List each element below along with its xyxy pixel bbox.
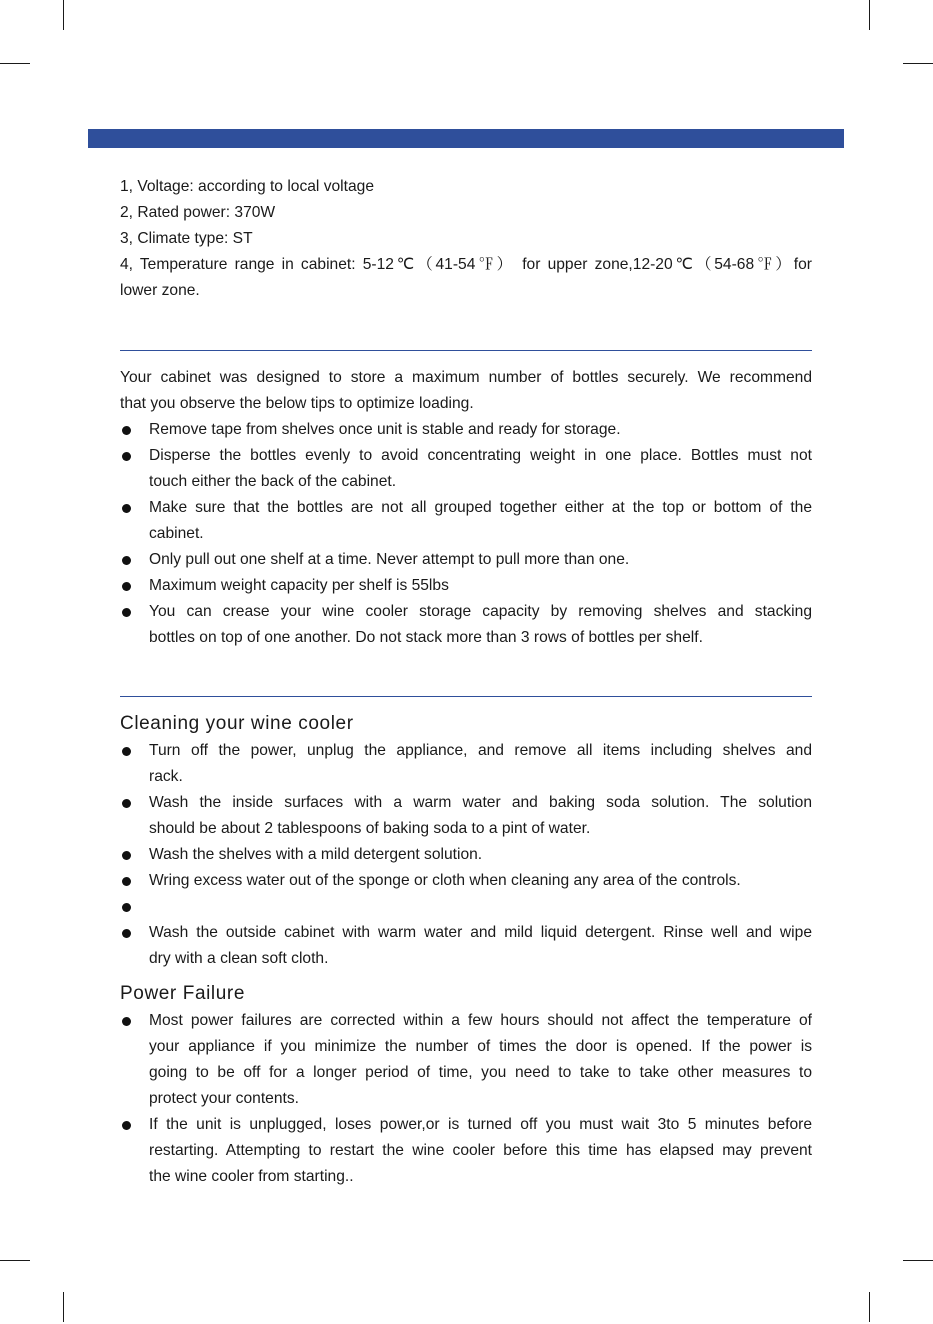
crop-mark-bottom-right-horizontal [903, 1260, 933, 1261]
crop-mark-top-left-horizontal [0, 63, 30, 64]
list-item-text: should be about 2 tablespoons of baking soda to a pint of water. [149, 820, 591, 837]
list-item-text: restarting. Attempting to restart the wine cooler before this time has elapsed may prevent [149, 1142, 812, 1159]
list-item-text: protect your contents. [149, 1090, 299, 1107]
list-item [120, 417, 812, 443]
list-item-text: bottles on top of one another. Do not stack more than 3 rows of bottles per shelf. [149, 629, 703, 646]
list-item [120, 738, 812, 790]
spec-temperature-range-cont: lower zone. [120, 282, 200, 299]
crop-mark-top-left-vertical [63, 0, 64, 30]
bullet-dot-icon [122, 452, 131, 461]
bullet-dot-icon [122, 903, 131, 912]
cleaning-section [120, 710, 812, 972]
list-item [120, 599, 812, 651]
bullet-dot-icon [122, 799, 131, 808]
loading-intro-line: Your cabinet was designed to store a maximum number of bottles securely. We recommend [120, 369, 812, 386]
list-item-text: Remove tape from shelves once unit is stable and ready for storage. [149, 421, 621, 438]
crop-mark-bottom-right-vertical [869, 1292, 870, 1322]
list-item [120, 842, 812, 868]
list-item-text: the wine cooler from starting.. [149, 1168, 354, 1185]
list-item-text: Maximum weight capacity per shelf is 55lbs [149, 577, 449, 594]
bullet-dot-icon [122, 747, 131, 756]
list-item [120, 790, 812, 842]
list-item-text: Only pull out one shelf at a time. Never attempt to pull more than one. [149, 551, 630, 568]
list-item-text: Most power failures are corrected within a few hours should not affect the temperature of [149, 1012, 812, 1029]
bullet-dot-icon [122, 582, 131, 591]
list-item-text: going to be off for a longer period of time, you need to take to take other measures to [149, 1064, 812, 1081]
list-item [120, 495, 812, 547]
cleaning-heading: Cleaning your wine cooler [120, 713, 354, 734]
list-item-text: dry with a clean soft cloth. [149, 950, 329, 967]
spec-climate-type: 3, Climate type: ST [120, 230, 253, 247]
bullet-dot-icon [122, 851, 131, 860]
list-item [120, 1008, 812, 1112]
list-item-text [149, 894, 812, 920]
loading-section [120, 365, 812, 651]
bullet-dot-icon [122, 608, 131, 617]
specifications-block [120, 174, 812, 304]
bullet-dot-icon [122, 426, 131, 435]
list-item-text: touch either the back of the cabinet. [149, 473, 397, 490]
bullet-dot-icon [122, 877, 131, 886]
loading-intro [120, 365, 812, 417]
list-item-empty [120, 894, 812, 920]
cleaning-list [120, 738, 812, 972]
crop-mark-top-right-horizontal [903, 63, 933, 64]
power-failure-heading: Power Failure [120, 983, 246, 1004]
divider-rule-2 [120, 696, 812, 697]
loading-tips-list [120, 417, 812, 651]
list-item-text: cabinet. [149, 525, 204, 542]
crop-mark-bottom-left-vertical [63, 1292, 64, 1322]
section-header-bar [88, 129, 844, 148]
list-item-text: Wash the inside surfaces with a warm water and baking soda solution. The solution [149, 794, 812, 811]
bullet-dot-icon [122, 1017, 131, 1026]
loading-intro-line: that you observe the below tips to optimize loading. [120, 395, 474, 412]
list-item-text: Turn off the power, unplug the appliance, and remove all items including shelves and [149, 742, 812, 759]
list-item-text: Wash the outside cabinet with warm water and mild liquid detergent. Rinse well and wipe [149, 924, 812, 941]
list-item-text: Disperse the bottles evenly to avoid concentrating weight in one place. Bottles must not [149, 447, 812, 464]
list-item-text: your appliance if you minimize the number of times the door is opened. If the power is [149, 1038, 812, 1055]
spec-rated-power: 2, Rated power: 370W [120, 204, 276, 221]
bullet-dot-icon [122, 1121, 131, 1130]
bullet-dot-icon [122, 556, 131, 565]
list-item-text: rack. [149, 768, 183, 785]
crop-mark-top-right-vertical [869, 0, 870, 30]
crop-mark-bottom-left-horizontal [0, 1260, 30, 1261]
spec-temperature-range: 4, Temperature range in cabinet: 5-12℃（41-54℉） for upper zone,12-20℃（54-68℉）for [120, 256, 812, 273]
list-item [120, 920, 812, 972]
bullet-dot-icon [122, 929, 131, 938]
spec-voltage: 1, Voltage: according to local voltage [120, 178, 374, 195]
list-item-text: If the unit is unplugged, loses power,or is turned off you must wait 3to 5 minutes before [149, 1116, 812, 1133]
power-failure-list [120, 1008, 812, 1190]
list-item-text: Make sure that the bottles are not all grouped together either at the top or bottom of the [149, 499, 812, 516]
list-item [120, 573, 812, 599]
list-item [120, 1112, 812, 1190]
divider-rule-1 [120, 350, 812, 351]
list-item-text: Wring excess water out of the sponge or cloth when cleaning any area of the controls. [149, 872, 741, 889]
list-item-text: Wash the shelves with a mild detergent solution. [149, 846, 483, 863]
list-item [120, 868, 812, 894]
power-failure-section [120, 980, 812, 1190]
bullet-dot-icon [122, 504, 131, 513]
list-item-text: You can crease your wine cooler storage capacity by removing shelves and stacking [149, 603, 812, 620]
list-item [120, 443, 812, 495]
list-item [120, 547, 812, 573]
